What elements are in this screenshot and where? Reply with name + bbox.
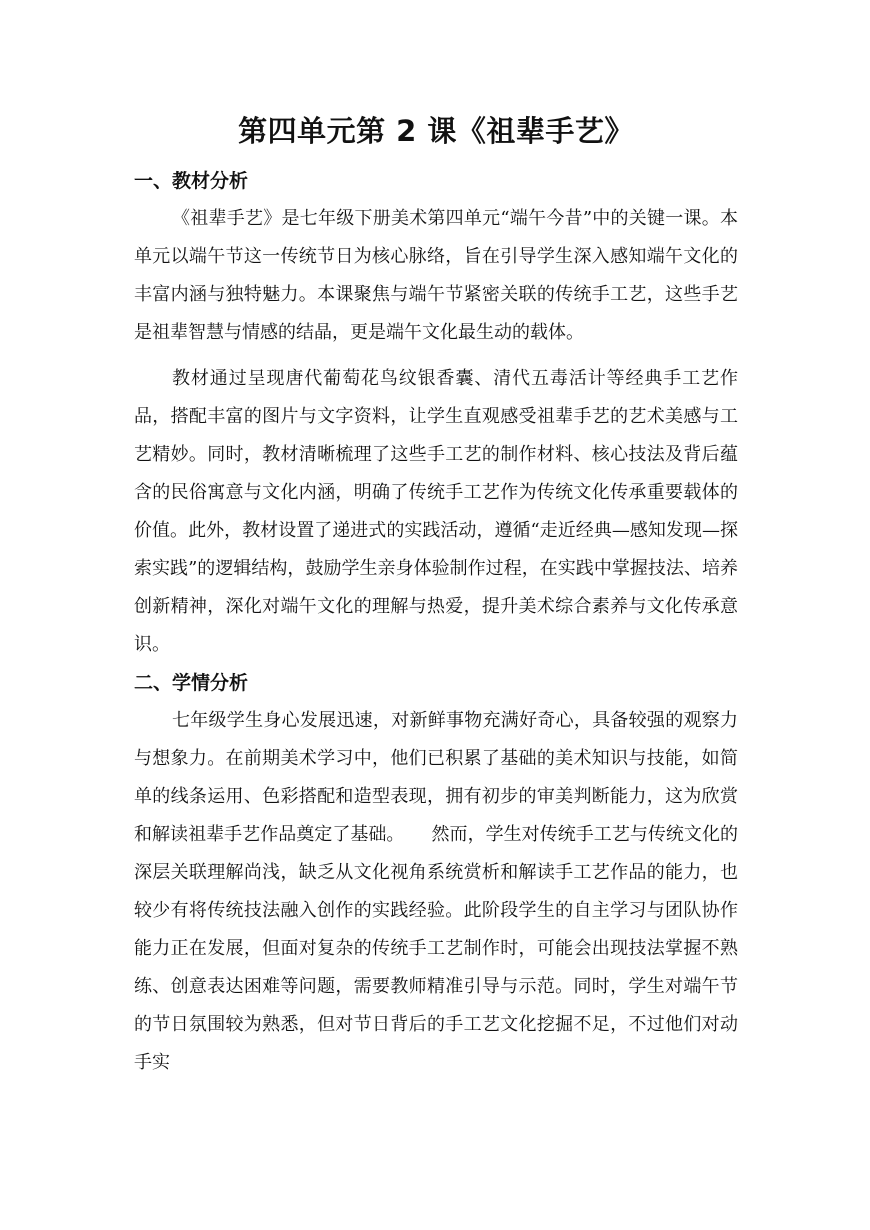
paragraph: 七年级学生身心发展迅速，对新鲜事物充满好奇心，具备较强的观察力与想象力。在前期美术学习中，他们已积累了基础的美术知识与技能，如简单的线条运用、色彩搭配和造型表现，拥有初步的审美判断能力，这为欣赏和解读祖辈手艺作品奠定了基础。 然而，学生对传统手工艺与传统文化的深层关联理解尚浅，缺乏从文化视角系统赏析和解读手工艺作品的能力，也较少有将传统技法融入创作的实践经验。此阶段学生的自主学习与团队协作能力正在发展，但面对复杂的传统手工艺制作时，可能会出现技法掌握不熟练、创意表达困难等问题，需要教师精准引导与示范。同时，学生对端午节的节日氛围较为熟悉，但对节日背后的手工艺文化挖掘不足，不过他们对动手实: [134, 710, 738, 1073]
section-heading: 一、教材分析: [134, 170, 249, 192]
paragraph: 《祖辈手艺》是七年级下册美术第四单元“端午今昔”中的关键一课。本单元以端午节这一传统节日为核心脉络，旨在引导学生深入感知端午文化的丰富内涵与独特魅力。本课聚焦与端午节紧密关联的传统手工艺，这些手艺是祖辈智慧与情感的结晶，更是端午文化最生动的载体。: [134, 208, 738, 343]
section-heading: 二、学情分析: [134, 672, 249, 694]
document-title: 第四单元第 2 课《祖辈手艺》: [238, 114, 634, 148]
section-student-analysis: [134, 664, 738, 1082]
section-textbook-analysis: [134, 162, 738, 664]
paragraph: 教材通过呈现唐代葡萄花鸟纹银香囊、清代五毒活计等经典手工艺作品，搭配丰富的图片与文字资料，让学生直观感受祖辈手艺的艺术美感与工艺精妙。同时，教材清晰梳理了这些手工艺的制作材料、核心技法及背后蕴含的民俗寓意与文化内涵，明确了传统手工艺作为传统文化传承重要载体的价值。此外，教材设置了递进式的实践活动，遵循“走近经典—感知发现—探索实践”的逻辑结构，鼓励学生亲身体验制作过程，在实践中掌握技法、培养创新精神，深化对端午文化的理解与热爱，提升美术综合素养与文化传承意识。: [134, 368, 738, 655]
document-page: [134, 108, 738, 1082]
